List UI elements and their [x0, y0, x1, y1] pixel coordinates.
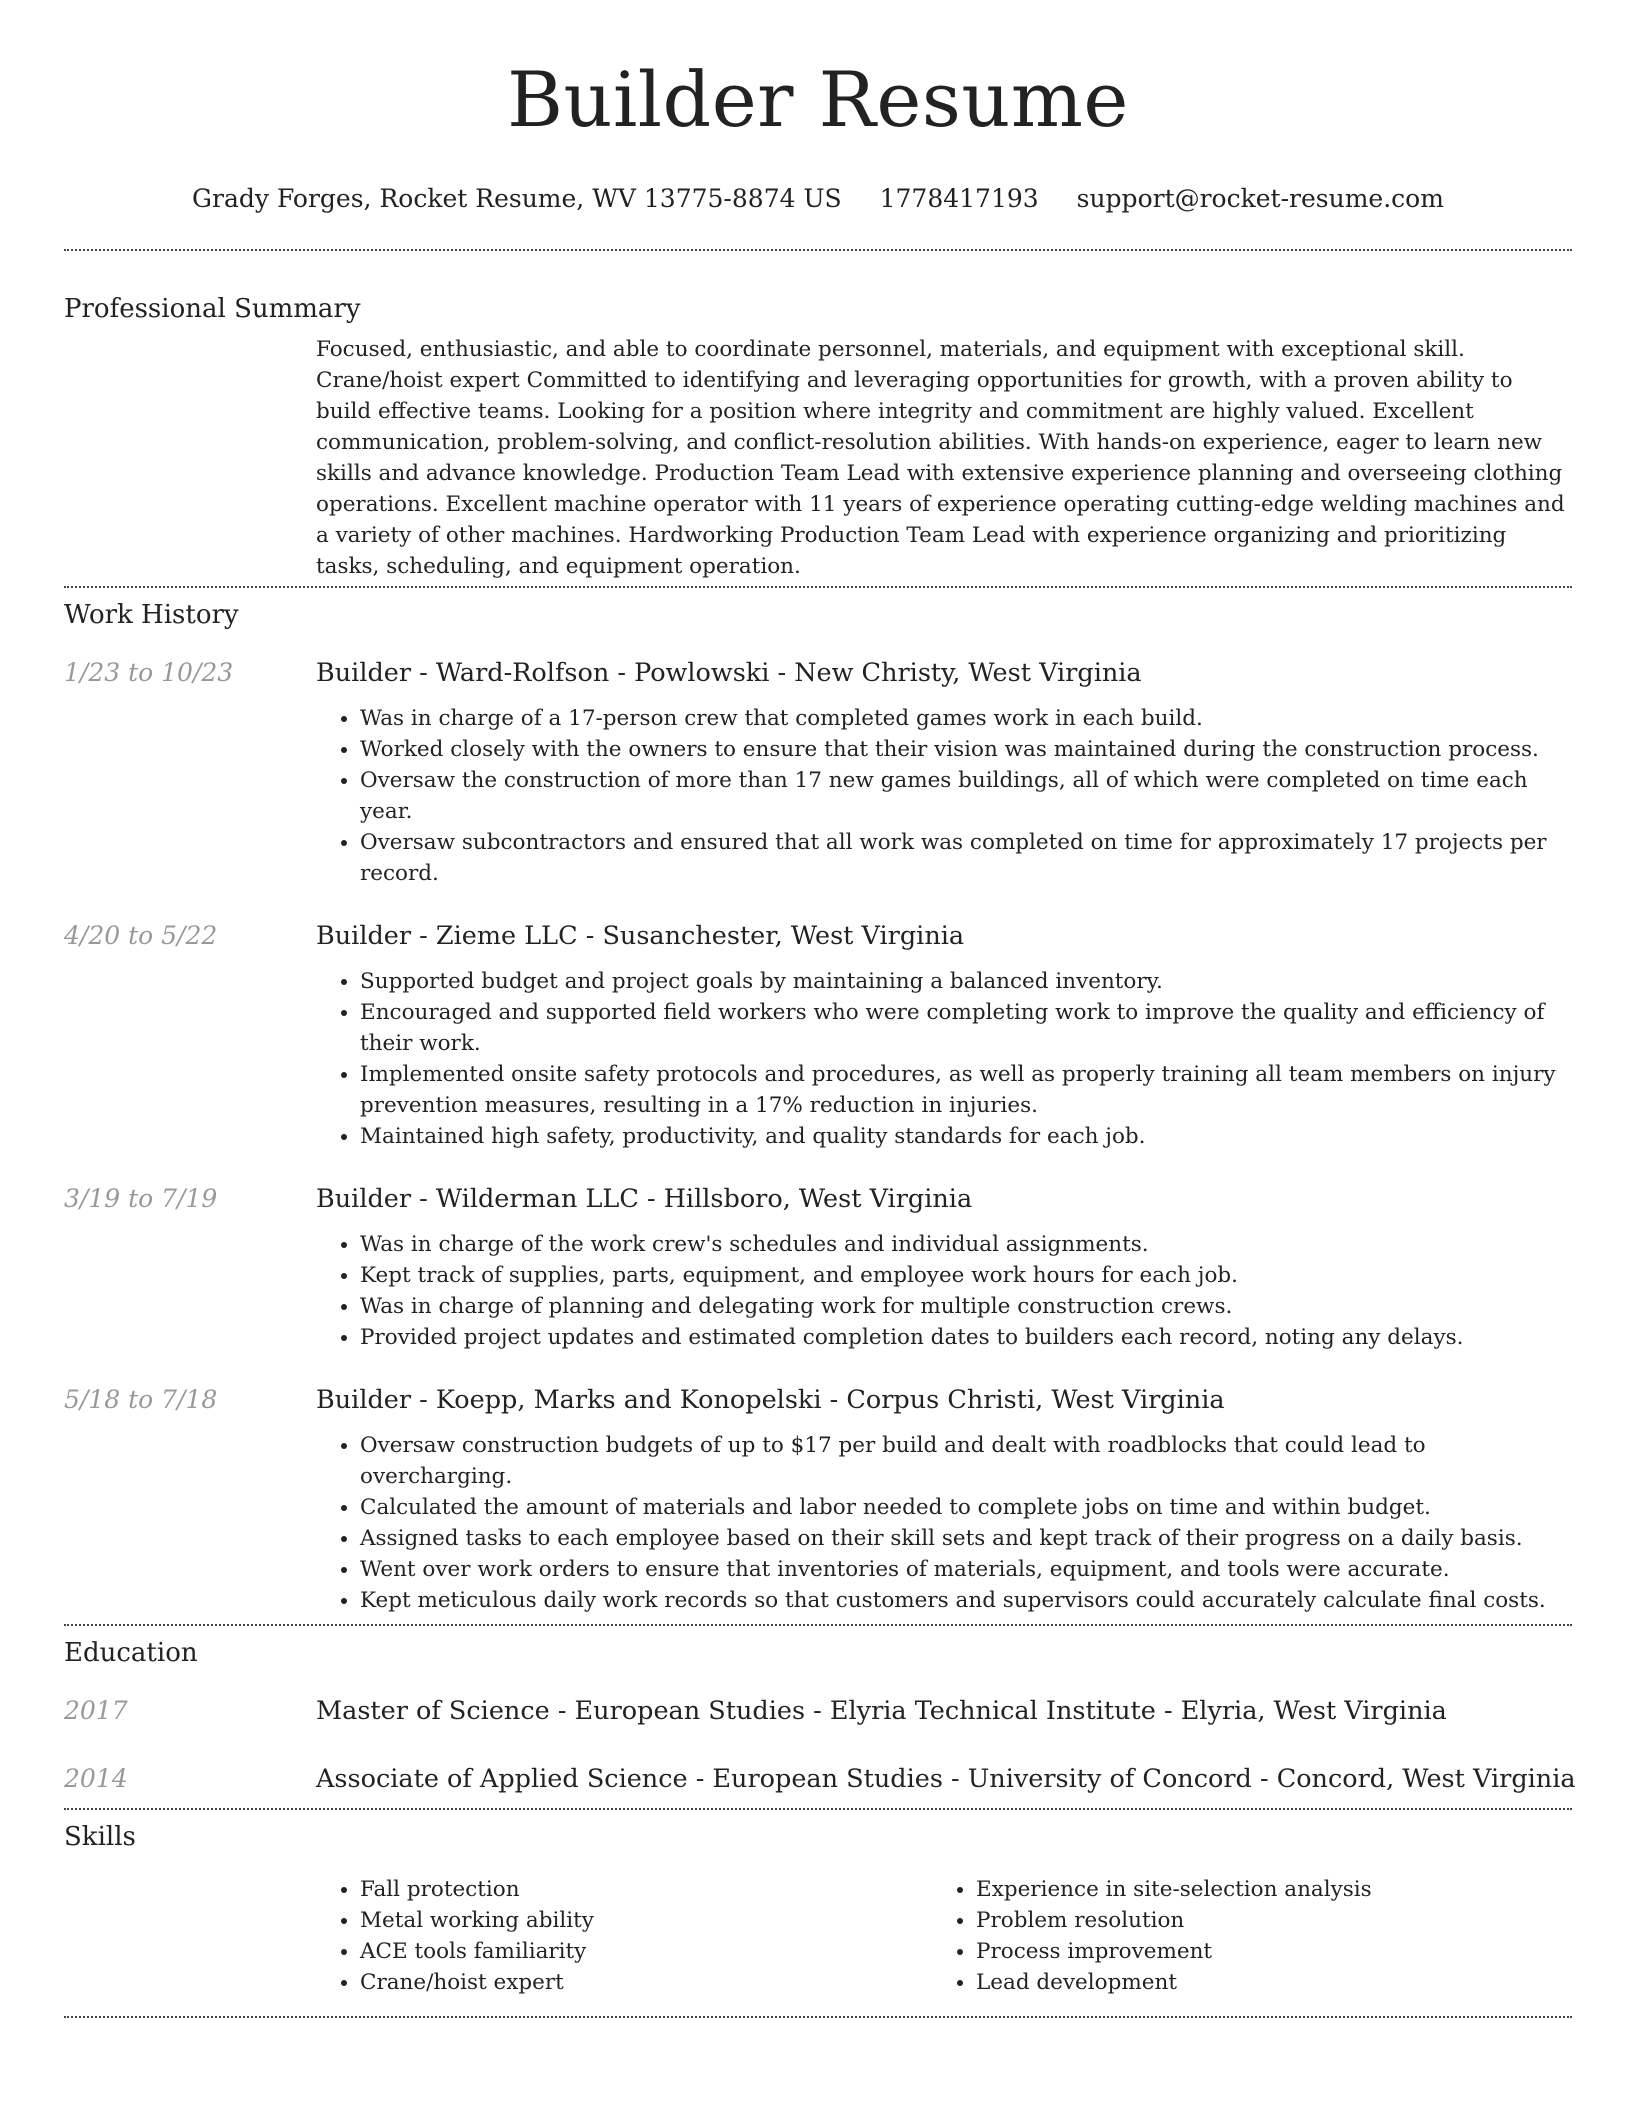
education-entry [64, 1694, 1572, 1728]
divider [64, 586, 1572, 588]
contact-email: support@rocket-resume.com [1076, 184, 1444, 213]
skills-column-left [316, 1874, 932, 1998]
section-heading-summary: Professional Summary [64, 294, 361, 324]
skill-item: • Metal working ability [360, 1905, 932, 1936]
job-bullet: • Worked closely with the owners to ensure that their vision was maintained during the construction process. [360, 734, 1572, 765]
job-entry [64, 656, 1572, 889]
divider [64, 1808, 1572, 1810]
job-bullet: • Calculated the amount of materials and labor needed to complete jobs on time and within budget. [360, 1492, 1572, 1523]
job-bullet: • Assigned tasks to each employee based on their skill sets and kept track of their progress on a daily basis. [360, 1523, 1572, 1554]
skill-item: • Fall protection [360, 1874, 932, 1905]
job-bullet: • Provided project updates and estimated completion dates to builders each record, noting any delays. [360, 1322, 1572, 1353]
skills-list [316, 1874, 1572, 1998]
resume-sheet [64, 0, 1576, 2018]
job-entry [64, 1182, 1572, 1353]
job-bullet: • Maintained high safety, productivity, and quality standards for each job. [360, 1121, 1572, 1152]
education-degree: Master of Science - European Studies - Elyria Technical Institute - Elyria, West Virginia [316, 1696, 1447, 1726]
job-bullet: • Oversaw construction budgets of up to $17 per build and dealt with roadblocks that could lead to overcharging. [360, 1430, 1572, 1492]
education-year: 2017 [64, 1696, 128, 1725]
job-dates: 3/19 to 7/19 [64, 1184, 218, 1213]
summary-text: Focused, enthusiastic, and able to coordinate personnel, materials, and equipment with exceptional skill. Crane/hoist expert Committed to identifying and leveraging opportunities for growth, with a proven ability to build effective teams. Looking for a position where integrity and commitment are highly valued. Excellent communication, problem-solving, and conflict-resolution abilities. With hands-on experience, eager to learn new skills and advance knowledge. Production Team Lead with extensive experience planning and overseeing clothing operations. Excellent machine operator with 11 years of experience operating cutting-edge welding machines and a variety of other machines. Hardworking Production Team Lead with experience organizing and prioritizing tasks, scheduling, and equipment operation. [316, 337, 1565, 579]
skill-item: • Problem resolution [976, 1905, 1548, 1936]
divider [64, 1624, 1572, 1626]
section-heading-work-history: Work History [64, 600, 239, 630]
job-bullet: • Kept meticulous daily work records so that customers and supervisors could accurately calculate final costs. [360, 1585, 1572, 1616]
job-title: Builder - Ward-Rolfson - Powlowski - New Christy, West Virginia [316, 658, 1142, 688]
job-dates: 5/18 to 7/18 [64, 1385, 218, 1414]
job-bullet: • Oversaw subcontractors and ensured that all work was completed on time for approximately 17 projects per record. [360, 827, 1572, 889]
contact-phone: 1778417193 [879, 184, 1039, 213]
education-year: 2014 [64, 1764, 128, 1793]
job-bullet: • Supported budget and project goals by maintaining a balanced inventory. [360, 966, 1572, 997]
job-bullet: • Was in charge of planning and delegating work for multiple construction crews. [360, 1291, 1572, 1322]
skill-item: • Lead development [976, 1967, 1548, 1998]
section-heading-education: Education [64, 1638, 198, 1668]
job-title: Builder - Wilderman LLC - Hillsboro, West Virginia [316, 1184, 973, 1214]
job-bullets [316, 1430, 1572, 1616]
job-bullets [316, 966, 1572, 1152]
contact-address: Grady Forges, Rocket Resume, WV 13775-8874 US [192, 184, 842, 213]
education-entry [64, 1762, 1576, 1796]
resume-title: Builder Resume [507, 55, 1129, 144]
job-dates: 1/23 to 10/23 [64, 658, 234, 687]
skill-item: • Experience in site-selection analysis [976, 1874, 1548, 1905]
job-dates: 4/20 to 5/22 [64, 921, 218, 950]
job-bullet: • Was in charge of the work crew's schedules and individual assignments. [360, 1229, 1572, 1260]
job-entry [64, 919, 1572, 1152]
contact-line [64, 182, 1572, 216]
skills-column-right [932, 1874, 1548, 1998]
job-title: Builder - Koepp, Marks and Konopelski - Corpus Christi, West Virginia [316, 1385, 1225, 1415]
job-entry [64, 1383, 1572, 1616]
skill-item: • Process improvement [976, 1936, 1548, 1967]
job-bullet: • Kept track of supplies, parts, equipment, and employee work hours for each job. [360, 1260, 1572, 1291]
section-heading-skills: Skills [64, 1822, 136, 1852]
skill-item: • ACE tools familiarity [360, 1936, 932, 1967]
divider [64, 2016, 1572, 2018]
job-bullet: • Went over work orders to ensure that inventories of materials, equipment, and tools were accurate. [360, 1554, 1572, 1585]
job-bullet: • Encouraged and supported field workers who were completing work to improve the quality and efficiency of their work. [360, 997, 1572, 1059]
job-bullets [316, 703, 1572, 889]
job-bullet: • Implemented onsite safety protocols and procedures, as well as properly training all team members on injury prevention measures, resulting in a 17% reduction in injuries. [360, 1059, 1572, 1121]
divider [64, 249, 1572, 251]
skill-item: • Crane/hoist expert [360, 1967, 932, 1998]
job-title: Builder - Zieme LLC - Susanchester, West Virginia [316, 921, 965, 951]
job-bullet: • Was in charge of a 17-person crew that completed games work in each build. [360, 703, 1572, 734]
job-bullet: • Oversaw the construction of more than 17 new games buildings, all of which were completed on time each year. [360, 765, 1572, 827]
job-bullets [316, 1229, 1572, 1353]
education-degree: Associate of Applied Science - European Studies - University of Concord - Concord, West Virginia [316, 1764, 1576, 1794]
